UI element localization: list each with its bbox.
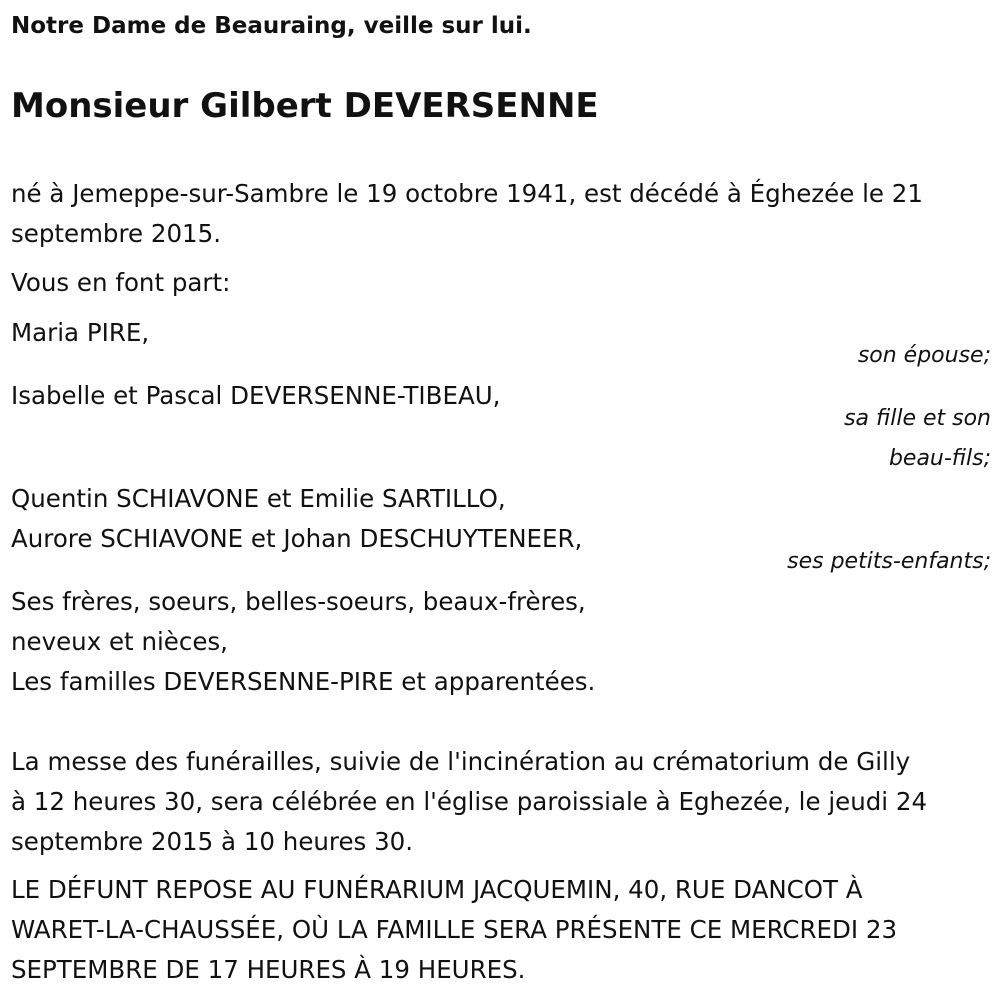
deceased-name: Monsieur Gilbert DEVERSENNE [11, 86, 599, 126]
others-line-1: Ses frères, soeurs, belles-soeurs, beaux-frères, [11, 587, 586, 616]
birth-death-line-2: septembre 2015. [11, 219, 222, 248]
children-names: Isabelle et Pascal DEVERSENNE-TIBEAU, [11, 381, 501, 410]
prayer-line: Notre Dame de Beauraing, veille sur lui. [11, 13, 532, 39]
viewing-line-3: SEPTEMBRE DE 17 HEURES À 19 HEURES. [11, 955, 526, 984]
grandchildren-line-2: Aurore SCHIAVONE et Johan DESCHUYTENEER, [11, 524, 583, 553]
children-relation-line-2: beau-fils; [888, 446, 991, 471]
share-intro: Vous en font part: [11, 268, 231, 297]
grandchildren-line-1: Quentin SCHIAVONE et Emilie SARTILLO, [11, 484, 506, 513]
funeral-line-2: à 12 heures 30, sera célébrée en l'église paroissiale à Eghezée, le jeudi 24 [11, 787, 928, 816]
children-relation-line-1: sa fille et son [844, 406, 991, 431]
others-line-2: neveux et nièces, [11, 627, 228, 656]
viewing-line-1: LE DÉFUNT REPOSE AU FUNÉRARIUM JACQUEMIN, 40, RUE DANCOT À [11, 875, 863, 904]
birth-death-line-1: né à Jemeppe-sur-Sambre le 19 octobre 1941, est décédé à Éghezée le 21 [11, 179, 923, 208]
funeral-line-3: septembre 2015 à 10 heures 30. [11, 827, 414, 856]
grandchildren-relation: ses petits-enfants; [787, 549, 991, 574]
others-line-3: Les familles DEVERSENNE-PIRE et apparentées. [11, 667, 596, 696]
viewing-line-2: WARET-LA-CHAUSSÉE, OÙ LA FAMILLE SERA PRÉSENTE CE MERCREDI 23 [11, 915, 898, 944]
spouse-relation: son épouse; [857, 343, 991, 368]
spouse-name: Maria PIRE, [11, 318, 150, 347]
funeral-line-1: La messe des funérailles, suivie de l'incinération au crématorium de Gilly [11, 747, 911, 776]
